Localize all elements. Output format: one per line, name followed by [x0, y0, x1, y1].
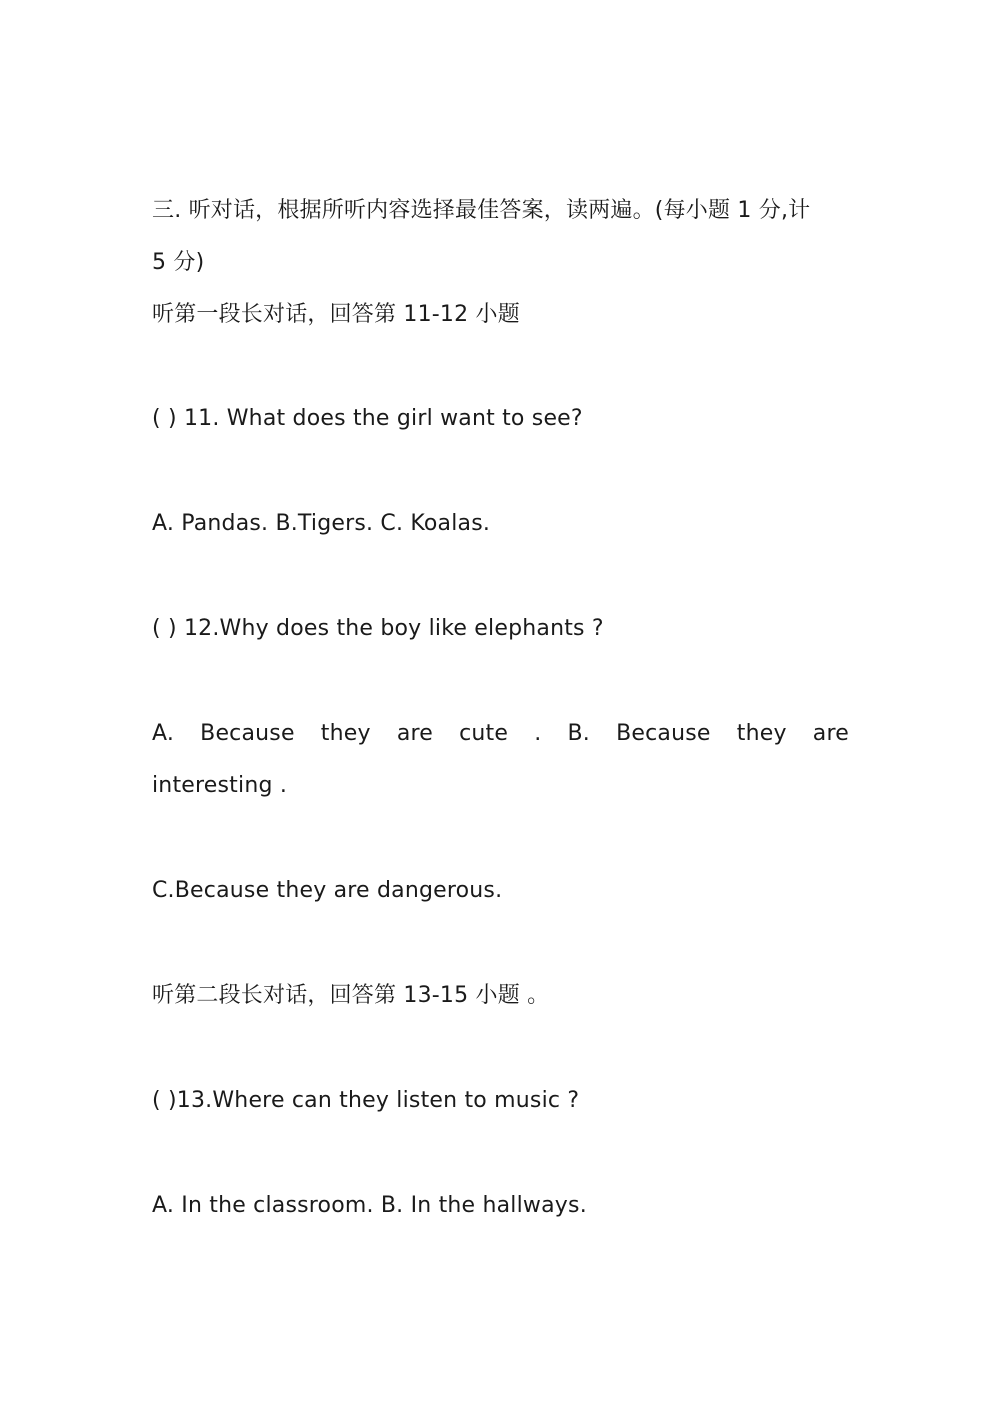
question-12-options-line2: interesting .: [152, 773, 288, 798]
section-heading-line1: 三. 听对话，根据所听内容选择最佳答案，读两遍。(每小题 1 分,计: [152, 198, 811, 223]
word: A.: [152, 721, 175, 746]
word: B.: [567, 721, 591, 746]
word: .: [534, 721, 542, 746]
word: Because: [616, 721, 711, 746]
question-13: ( )13.Where can they listen to music ?: [152, 1088, 580, 1113]
question-11-options: A. Pandas. B.Tigers. C. Koalas.: [152, 511, 491, 536]
question-12-options-line1: [152, 719, 849, 749]
part2-intro: 听第二段长对话，回答第 13-15 小题 。: [152, 983, 550, 1008]
word: are: [812, 721, 849, 746]
part1-intro: 听第一段长对话，回答第 11-12 小题: [152, 302, 520, 327]
word: are: [396, 721, 434, 746]
question-12: ( ) 12.Why does the boy like elephants ?: [152, 616, 604, 641]
word: they: [736, 721, 787, 746]
question-12-option-c: C.Because they are dangerous.: [152, 878, 503, 903]
question-13-options: A. In the classroom. B. In the hallways.: [152, 1193, 587, 1218]
section-heading-line2: 5 分): [152, 250, 205, 275]
word: cute: [459, 721, 509, 746]
word: Because: [200, 721, 295, 746]
question-11: ( ) 11. What does the girl want to see?: [152, 406, 583, 431]
word: they: [320, 721, 371, 746]
